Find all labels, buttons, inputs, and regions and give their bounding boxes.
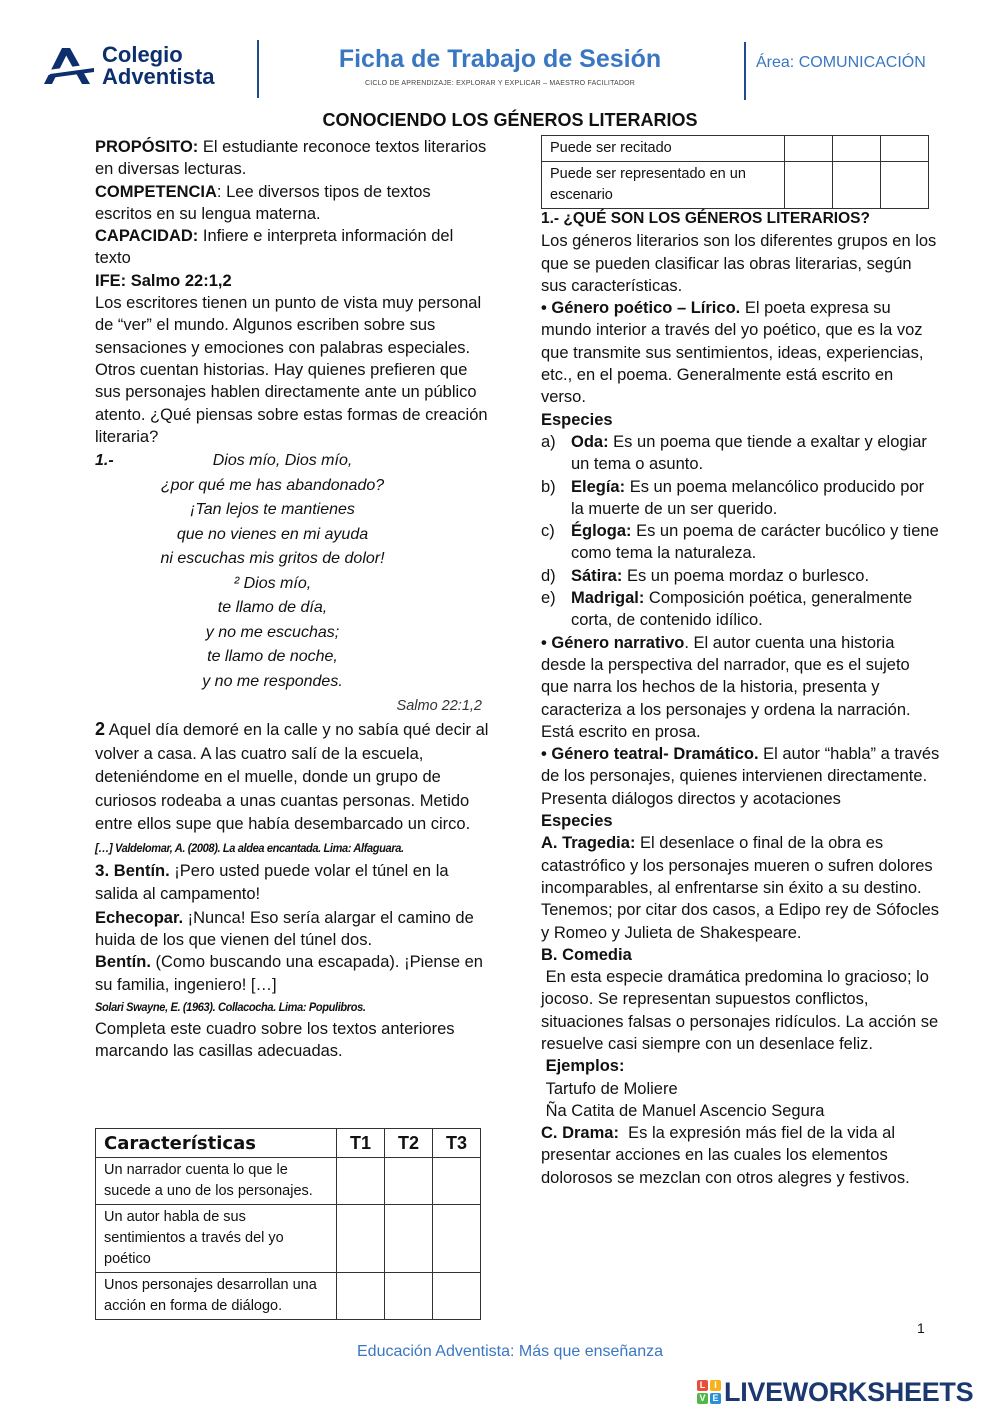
narrative-genre (541, 632, 941, 743)
list-item-content (571, 476, 941, 521)
speaker-name: Bentín. (109, 861, 170, 880)
lyric-genre (541, 297, 941, 408)
example-item: Ña Catita de Manuel Ascencio Segura (541, 1101, 825, 1120)
capacity (95, 225, 490, 270)
row-label: Unos personajes desarrollan una acción en forma de diálogo. (96, 1273, 337, 1320)
answer-cell-t1[interactable] (785, 136, 833, 162)
logo-line-2: Adventista (102, 64, 215, 89)
text-2-number: 2 (95, 719, 106, 740)
tragedy (541, 832, 941, 943)
poem-line: y no me respondes. (202, 672, 343, 690)
school-logo (40, 40, 265, 100)
species-text: El desenlace o final de la obra es catastrófico y los personajes mueren o sufren dolores incomparables, al enfrentarse sin éxito a su destino. Tenemos; por citar dos casos, a Edipo rey de Sófocles y Romeo y Julieta de Shakespeare. (541, 834, 940, 942)
drama (541, 1122, 941, 1189)
table-row (96, 1158, 481, 1205)
answer-cell-t3[interactable] (433, 1273, 481, 1320)
row-label: Un narrador cuenta lo que le sucede a uno de los personajes. (96, 1158, 337, 1205)
text-3 (95, 859, 490, 907)
poem-line: ² Dios mío, (233, 574, 312, 592)
genre-text: El autor “habla” a través de los personajes, quienes intervienen directamente. Presenta diálogos directos y acotaciones (541, 745, 940, 808)
characteristics-table-continued (541, 135, 929, 209)
species-heading-text: Especies (541, 812, 613, 831)
icon-letter: I (710, 1380, 721, 1391)
text-2 (95, 718, 490, 837)
species-heading (541, 810, 941, 832)
row-label: Puede ser representado en un escenario (542, 162, 785, 209)
species-label: C. Drama: (541, 1124, 619, 1143)
examples-heading (541, 1055, 941, 1077)
text-3-line (95, 907, 490, 952)
speaker-line: (Como buscando una escapada). ¡Piense en su familia, ingeniero! […] (95, 953, 483, 994)
species-name: Sátira: (571, 566, 623, 585)
text-3-number: 3. (95, 860, 110, 880)
list-letter: d) (541, 566, 556, 585)
subject-area: Área: COMUNICACIÓN (756, 54, 926, 71)
header-divider (744, 42, 746, 100)
list-item-content (571, 431, 941, 476)
species-text: Composición poética, generalmente corta, de contenido idílico. (571, 589, 913, 630)
column-header: T3 (433, 1129, 481, 1158)
answer-cell-t3[interactable] (433, 1158, 481, 1205)
column-header: T1 (337, 1129, 385, 1158)
poem-number: 1.- (95, 452, 114, 470)
answer-cell-t2[interactable] (385, 1273, 433, 1320)
table-row (96, 1273, 481, 1320)
column-header: Características (96, 1129, 337, 1158)
logo-line-1: Colegio (102, 42, 183, 67)
list-letter: a) (541, 432, 556, 451)
genre-text: El poeta expresa su mundo interior a través del yo poético, que es la voz que transmite sus sentimientos, ideas, experiencias, etc., en el poema. Generalmente está escrito en verso. (541, 299, 924, 407)
poem-line: te llamo de noche, (207, 648, 338, 666)
text-2-body: Aquel día demoré en la calle y no sabía qué decir al volver a casa. A las cuatro salí de la escuela, deteniéndome en el muelle, donde un grupo de curiosos rodeaba a unas cuantas personas. Metido entre ellos supe que había desembarcado un circo. (95, 721, 489, 834)
example-item: Tartufo de Moliere (541, 1079, 678, 1098)
section-heading (541, 208, 941, 230)
icon-letter: V (697, 1393, 708, 1404)
answer-cell-t3[interactable] (881, 162, 929, 209)
poem-line: que no vienes en mi ayuda (176, 525, 369, 543)
purpose-text: El estudiante reconoce textos literarios en diversas lecturas. (95, 138, 487, 179)
answer-cell-t2[interactable] (833, 136, 881, 162)
page-title: CONOCIENDO LOS GÉNEROS LITERARIOS (322, 110, 698, 130)
row-label: Puede ser recitado (542, 136, 785, 162)
school-logo-icon (40, 44, 98, 88)
competence (95, 181, 490, 226)
text-3-line (95, 951, 490, 996)
genre-label: • Género teatral- Dramático. (541, 745, 759, 764)
list-letter: c) (541, 522, 555, 541)
speaker-line: ¡Nunca! Eso sería alargar el camino de huida de los que vienen del túnel dos. (95, 908, 474, 949)
speaker-line: ¡Pero usted puede volar el túnel en la salida al campamento! (95, 861, 449, 904)
answer-cell-t2[interactable] (833, 162, 881, 209)
table-header-row (96, 1129, 481, 1158)
section-heading-text: 1.- ¿QUÉ SON LOS GÉNEROS LITERARIOS? (541, 210, 870, 227)
capacity-text: Infiere e interpreta información del texto (95, 227, 454, 268)
purpose-label: PROPÓSITO: (95, 138, 199, 156)
list-item (541, 476, 941, 521)
instruction: Completa este cuadro sobre los textos anteriores marcando las casillas adecuadas. (95, 1019, 455, 1061)
list-item-content (571, 565, 941, 587)
poem-line-text: Dios mío, Dios mío, (212, 452, 353, 470)
characteristics-table (95, 1128, 481, 1320)
answer-cell-t1[interactable] (337, 1205, 385, 1273)
list-item-content (571, 587, 941, 632)
competence-label: COMPETENCIA (95, 182, 217, 201)
lyric-species-list (541, 431, 941, 632)
poem-line: te llamo de día, (217, 599, 328, 617)
answer-cell-t1[interactable] (337, 1158, 385, 1205)
species-heading-text: Especies (541, 410, 613, 429)
species-name: Madrigal: (571, 589, 645, 608)
poem-line: ¡Tan lejos te mantienes (190, 501, 355, 519)
answer-cell-t3[interactable] (881, 136, 929, 162)
sheet-subtitle: CICLO DE APRENDIZAJE: EXPLORAR Y EXPLICAR – MAESTRO FACILITADOR (364, 80, 636, 87)
dramatic-genre (541, 743, 941, 810)
watermark-text: LIVEWORKSHEETS (724, 1376, 974, 1407)
definition-paragraph: Los géneros literarios son los diferentes grupos en los que se pueden clasificar las obras literarias, según sus características. (541, 232, 937, 295)
intro-paragraph-2: Otros cuentan historias. Hay quienes prefieren que sus personajes hablen directamente ante un público atento. ¿Qué piensas sobre estas formas de creación literaria? (95, 360, 488, 446)
capacity-label: CAPACIDAD: (95, 227, 199, 246)
page-number: 1 (917, 1320, 925, 1336)
examples-label: Ejemplos: (541, 1057, 625, 1076)
liveworksheets-icon (697, 1380, 721, 1404)
left-column (95, 136, 490, 1062)
species-text: Es un poema que tiende a exaltar y elogiar un tema o asunto. (571, 432, 927, 474)
answer-cell-t2[interactable] (385, 1205, 433, 1273)
list-letter: e) (541, 589, 556, 608)
species-label: B. Comedia (541, 945, 632, 964)
column-header: T2 (385, 1129, 433, 1158)
text-3-reference: Solari Swayne, E. (1963). Collacocha. Lima: Populibros. (95, 999, 366, 1014)
poem-line: y no me escuchas; (205, 623, 340, 641)
poem (95, 449, 490, 694)
comedy-heading (541, 944, 941, 966)
answer-cell-t2[interactable] (385, 1158, 433, 1205)
answer-cell-t1[interactable] (785, 162, 833, 209)
footer-slogan: Educación Adventista: Más que enseñanza (357, 1343, 663, 1360)
table-row (96, 1205, 481, 1273)
species-text: Es un poema melancólico producido por la muerte de un ser querido. (571, 477, 925, 518)
list-item (541, 520, 941, 565)
list-item (541, 565, 941, 587)
answer-cell-t3[interactable] (433, 1205, 481, 1273)
ife (95, 270, 490, 292)
genre-text: . El autor cuenta una historia desde la perspectiva del narrador, que es el sujeto que narra los hechos de la historia, presenta y caracteriza a los personajes y ordena la narración. Está escrito en prosa. (541, 633, 911, 741)
poem-line: ni escuchas mis gritos de dolor! (160, 550, 385, 568)
list-item (541, 587, 941, 632)
table-row (542, 136, 929, 162)
purpose (95, 136, 490, 181)
poem-reference: Salmo 22:1,2 (396, 698, 482, 715)
speaker-name: Echecopar. (95, 908, 184, 927)
competence-text: : Lee diversos tipos de textos escritos en su lengua materna. (95, 182, 431, 223)
sheet-title: Ficha de Trabajo de Sesión (338, 45, 662, 73)
ife-label: IFE: Salmo 22:1,2 (95, 271, 232, 290)
poem-line (95, 449, 450, 474)
table-row (542, 162, 929, 209)
intro-paragraph-1: Los escritores tienen un punto de vista muy personal de “ver” el mundo. Algunos escriben sobre sus sensaciones y emociones con palabras especiales. (95, 294, 482, 357)
species-label: A. Tragedia: (541, 834, 636, 853)
species-text: Es la expresión más fiel de la vida al presentar acciones en las cuales los elementos dolorosos se mezclan con otros alegres y festivos. (541, 1124, 910, 1187)
species-heading (541, 409, 941, 431)
genre-label: • Género poético – Lírico. (541, 299, 741, 318)
comedy-text: En esta especie dramática predomina lo gracioso; lo jocoso. Se representan supuestos conflictos, situaciones falsas o personajes ridículos. La acción se resuelve casi siempre con un desenlace feliz. (541, 968, 943, 1053)
species-text: Es un poema mordaz o burlesco. (622, 566, 870, 585)
poem-line: ¿por qué me has abandonado? (160, 476, 385, 494)
right-column (541, 208, 941, 1189)
speaker-name: Bentín. (95, 953, 151, 972)
list-item (541, 431, 941, 476)
list-letter: b) (541, 477, 556, 496)
liveworksheets-watermark (697, 1377, 973, 1407)
icon-letter: L (697, 1380, 708, 1391)
genre-label: • Género narrativo (541, 633, 685, 652)
species-name: Égloga: (571, 522, 632, 541)
species-name: Oda: (571, 432, 609, 451)
text-2-reference: […] Valdelomar, A. (2008). La aldea encantada. Lima: Alfaguara. (95, 840, 404, 855)
list-item-content (571, 520, 941, 565)
species-name: Elegía: (571, 477, 626, 496)
header-divider (257, 40, 259, 98)
answer-cell-t1[interactable] (337, 1273, 385, 1320)
school-name (102, 44, 214, 88)
icon-letter: E (710, 1393, 721, 1404)
row-label: Un autor habla de sus sentimientos a través del yo poético (96, 1205, 337, 1273)
species-text: Es un poema de carácter bucólico y tiene como tema la naturaleza. (571, 522, 939, 563)
